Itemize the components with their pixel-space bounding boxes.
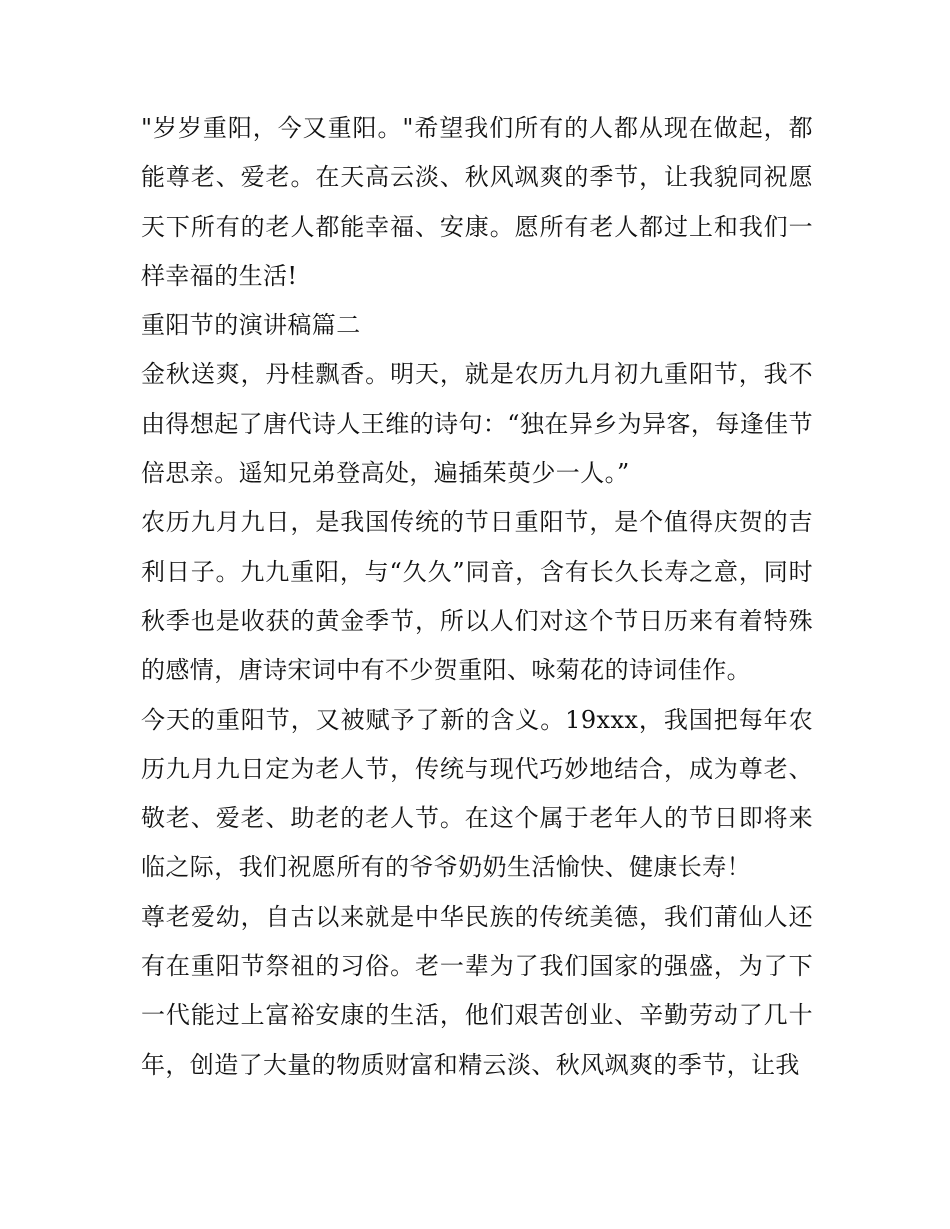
paragraph-respect-elders: 尊老爱幼，自古以来就是中华民族的传统美德，我们莆仙人还有在重阳节祭祖的习俗。老一辈为了我们国家的强盛，为了下一代能过上富裕安康的生活，他们艰苦创业、辛勤劳动了几十年，创造了大量的物质财富和精云淡、秋风飒爽的季节，让我 [141, 902, 813, 1079]
paragraph-closing-wishes: "岁岁重阳，今又重阳。"希望我们所有的人都从现在做起，都能尊老、爱老。在天高云淡、秋风飒爽的季节，让我貌同祝愿天下所有的老人都能幸福、安康。愿所有老人都过上和我们一样幸福的生活! [141, 114, 813, 290]
section-heading: 重阳节的演讲稿篇二 [141, 311, 361, 340]
paragraph-poem: 金秋送爽，丹桂飘香。明天，就是农历九月初九重阳节，我不由得想起了唐代诗人王维的诗句：“独在异乡为异客，每逢佳节倍思亲。遥知兄弟登高处，遍插茱萸少一人。” [141, 360, 813, 488]
document-page [141, 104, 813, 1090]
paragraph-new-meaning: 今天的重阳节，又被赋予了新的含义。19xxx，我国把每年农历九月九日定为老人节，传统与现代巧妙地结合，成为尊老、敬老、爱老、助老的老人节。在这个属于老年人的节日即将来临之际，我们祝愿所有的爷爷奶奶生活愉快、健康长寿！ [141, 705, 813, 882]
paragraph-tradition: 农历九月九日，是我国传统的节日重阳节，是个值得庆贺的吉利日子。九九重阳，与“久久”同音，含有长久长寿之意，同时秋季也是收获的黄金季节，所以人们对这个节日历来有着特殊的感情，唐诗宋词中有不少贺重阳、咏菊花的诗词佳作。 [141, 508, 813, 685]
